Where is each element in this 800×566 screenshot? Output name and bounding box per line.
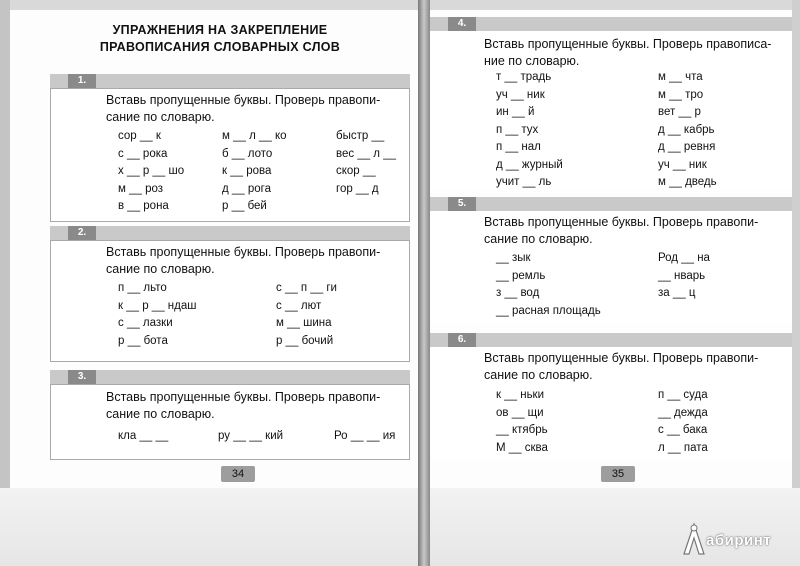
exercise-header-bar xyxy=(430,333,792,347)
exercise-number: 1. xyxy=(68,74,96,88)
exercise-instruction xyxy=(484,214,758,248)
word-item: __ расная площадь xyxy=(496,304,601,317)
word-item: п __ нал xyxy=(496,141,541,153)
instruction-line: сание по словарю. xyxy=(484,232,593,246)
word-item: б __ лото xyxy=(222,147,273,160)
word-item: с __ бака xyxy=(658,424,708,436)
word-item: быстр __ xyxy=(336,130,385,142)
word-item: т __ традь xyxy=(496,71,552,83)
word-item: __ ктябрь xyxy=(496,424,548,436)
word-item: д __ кабрь xyxy=(658,123,715,136)
labirint-logo-icon xyxy=(680,520,708,556)
exercise-number: 2. xyxy=(68,226,96,240)
labirint-logo xyxy=(680,520,792,558)
word-column xyxy=(118,128,184,216)
word-item: за __ ц xyxy=(658,287,696,299)
word-column xyxy=(118,280,196,350)
word-item: вес __ л __ xyxy=(336,147,397,160)
exercise-number: 3. xyxy=(68,370,96,384)
exercise-header-bar xyxy=(50,370,410,384)
instruction-line: Вставь пропущенные буквы. Проверь правопи- xyxy=(106,93,381,107)
word-item: с __ п __ ги xyxy=(276,282,337,294)
instruction-line: Вставь пропущенные буквы. Проверь правописа- xyxy=(484,37,772,51)
section-title-line: УПРАЖНЕНИЯ НА ЗАКРЕПЛЕНИЕ xyxy=(112,23,328,37)
word-column xyxy=(658,387,708,457)
instruction-line: ние по словарю. xyxy=(484,54,580,68)
instruction-line: Вставь пропущенные буквы. Проверь правопи- xyxy=(484,215,759,229)
word-item: с __ рока xyxy=(118,147,168,160)
instruction-line: сание по словарю. xyxy=(484,368,593,382)
instruction-line: сание по словарю. xyxy=(106,262,215,276)
word-item: М __ сква xyxy=(496,441,548,454)
word-item: м __ роз xyxy=(118,182,164,195)
section-title xyxy=(40,22,400,56)
word-column xyxy=(496,69,563,192)
word-item: скор __ xyxy=(336,165,376,177)
word-item: р __ бочий xyxy=(276,334,334,347)
word-item: кла __ __ xyxy=(118,430,169,442)
word-item: ин __ й xyxy=(496,106,535,118)
word-item: д __ журный xyxy=(496,158,563,171)
exercise-number: 5. xyxy=(448,197,476,211)
exercise-instruction xyxy=(106,389,380,423)
page-number: 35 xyxy=(601,466,635,482)
word-item: с __ лазки xyxy=(118,317,173,329)
exercise-header-bar xyxy=(50,226,410,240)
word-item: ов __ щи xyxy=(496,406,544,419)
exercise-instruction xyxy=(484,350,758,384)
word-item: Ро __ __ ия xyxy=(334,430,396,442)
word-column xyxy=(496,387,548,457)
word-item: п __ льто xyxy=(118,282,167,294)
book-spine xyxy=(418,0,430,566)
word-item: Род __ на xyxy=(658,252,710,264)
word-item: ру __ __ кий xyxy=(218,430,284,442)
word-item: м __ дведь xyxy=(658,176,717,188)
word-item: д __ рога xyxy=(222,182,272,195)
word-item: л __ пата xyxy=(658,441,708,454)
word-column xyxy=(496,250,601,320)
word-item: с __ лют xyxy=(276,299,322,312)
exercise-instruction xyxy=(106,244,380,278)
word-item: м __ л __ ко xyxy=(222,130,287,142)
word-item: в __ рона xyxy=(118,200,169,212)
exercise-number: 4. xyxy=(448,17,476,31)
word-item: __ ремль xyxy=(496,269,546,282)
word-item: д __ ревня xyxy=(658,141,716,153)
word-column xyxy=(276,280,337,350)
exercise-header-bar xyxy=(50,74,410,88)
exercise-header-bar xyxy=(430,197,792,211)
word-item: к __ рова xyxy=(222,165,272,177)
word-item: р __ бей xyxy=(222,200,267,212)
word-column xyxy=(658,69,717,192)
word-item: х __ р __ шо xyxy=(118,165,185,177)
word-item: __ дежда xyxy=(658,406,708,419)
exercise-number: 6. xyxy=(448,333,476,347)
word-item: п __ суда xyxy=(658,389,708,401)
right-edge-shadow xyxy=(792,0,800,566)
instruction-line: сание по словарю. xyxy=(106,407,215,421)
exercise-instruction xyxy=(106,92,380,126)
word-item: р __ бота xyxy=(118,334,168,347)
page-number: 34 xyxy=(221,466,255,482)
labirint-logo-text: абиринт xyxy=(706,532,772,549)
word-item: вет __ р xyxy=(658,106,701,118)
instruction-line: Вставь пропущенные буквы. Проверь правопи- xyxy=(484,351,759,365)
word-item: к __ ньки xyxy=(496,389,545,401)
exercise-header-bar xyxy=(430,17,792,31)
instruction-line: сание по словарю. xyxy=(106,110,215,124)
word-item: уч __ ник xyxy=(658,158,707,171)
word-column xyxy=(222,128,287,216)
word-item: учит __ ль xyxy=(496,176,552,188)
word-item: м __ чта xyxy=(658,71,703,83)
word-item: гор __ д xyxy=(336,182,379,195)
word-item: к __ р __ ндаш xyxy=(118,299,197,312)
word-item: м __ тро xyxy=(658,88,704,101)
instruction-line: Вставь пропущенные буквы. Проверь правопи- xyxy=(106,390,381,404)
word-item: сор __ к xyxy=(118,130,161,142)
exercise-instruction xyxy=(484,36,771,70)
word-column xyxy=(658,250,710,303)
word-item: уч __ ник xyxy=(496,88,545,101)
word-item: з __ вод xyxy=(496,287,540,299)
section-title-line: ПРАВОПИСАНИЯ СЛОВАРНЫХ СЛОВ xyxy=(99,40,341,54)
word-item: п __ тух xyxy=(496,123,539,136)
left-edge-shadow xyxy=(0,0,10,566)
instruction-line: Вставь пропущенные буквы. Проверь правопи- xyxy=(106,245,381,259)
word-item: __ нварь xyxy=(658,269,706,282)
word-item: __ зык xyxy=(496,252,531,264)
word-column xyxy=(336,128,396,198)
word-item: м __ шина xyxy=(276,317,332,329)
